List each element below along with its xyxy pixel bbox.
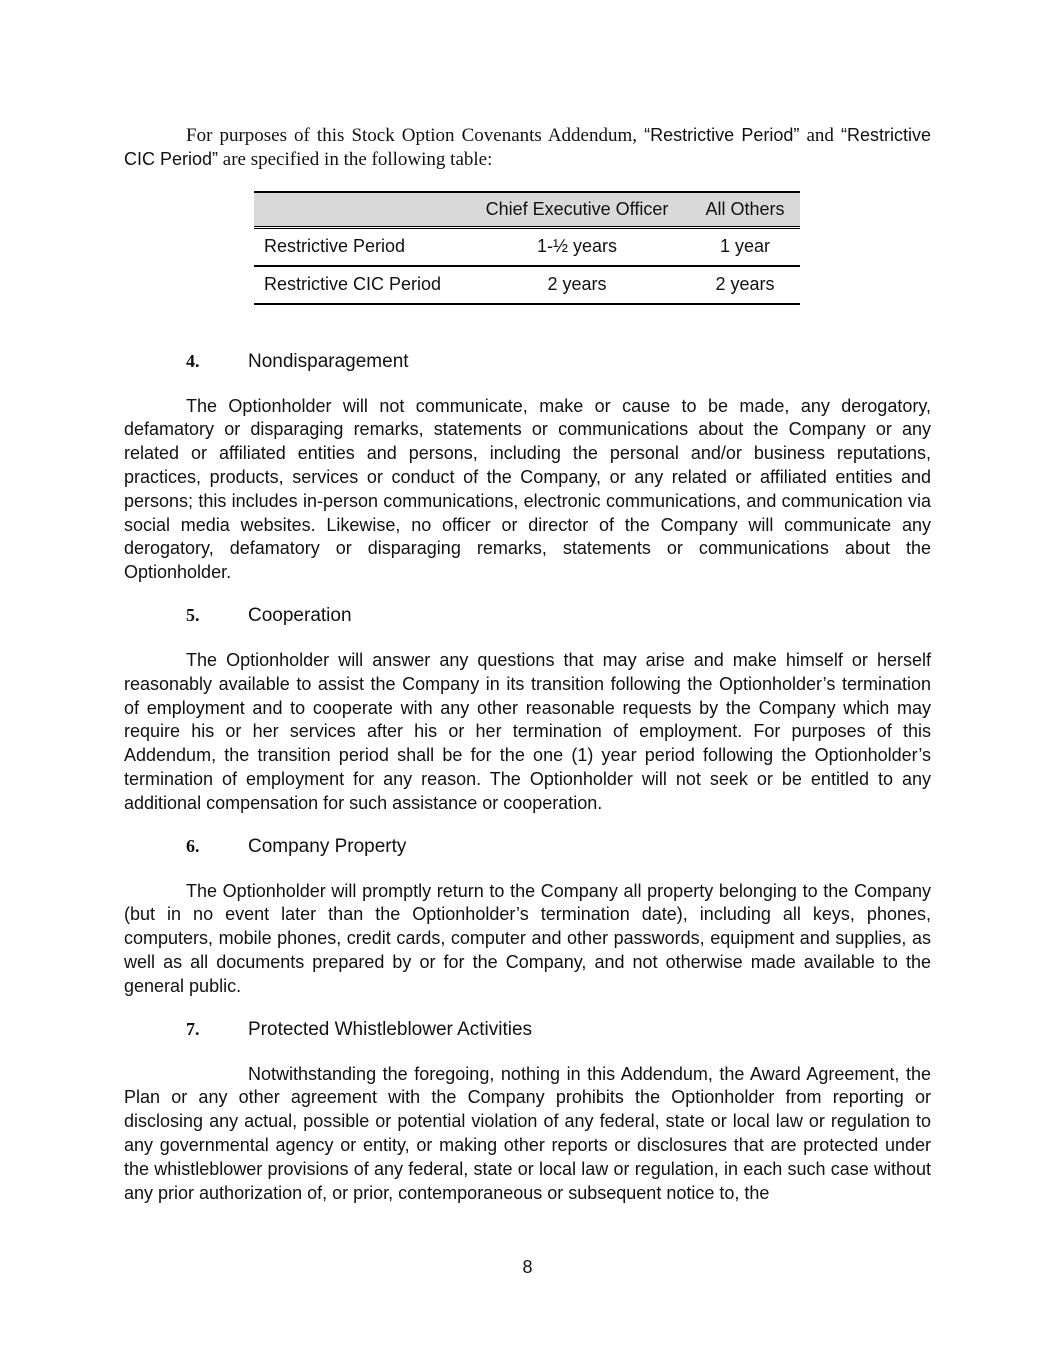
restrictive-period-table bbox=[254, 191, 800, 305]
table-row bbox=[254, 266, 800, 304]
section-title: Company Property bbox=[248, 835, 407, 857]
section-title: Protected Whistleblower Activities bbox=[248, 1018, 533, 1040]
table-cell: Restrictive CIC Period bbox=[254, 266, 464, 304]
section-heading bbox=[124, 351, 931, 375]
table-cell: 2 years bbox=[690, 266, 800, 304]
table-cell: Restrictive Period bbox=[254, 227, 464, 266]
table-cell: 1 year bbox=[690, 227, 800, 266]
section-number: 4. bbox=[186, 350, 200, 371]
table-header-row bbox=[254, 192, 800, 228]
intro-paragraph: For purposes of this Stock Option Covenants Addendum, “Restrictive Period” and “Restrictive CIC Period” are specified in the following table: bbox=[124, 125, 931, 170]
section-body: The Optionholder will not communicate, make or cause to be made, any derogatory, defamatory or disparaging remarks, statements or communications about the Company or any related or affiliated entities and persons, including the personal and/or business reputations, practices, products, services or conduct of the Company, or any related or affiliated entities and persons; this includes in-person communications, electronic communications, and communication via social media websites. Likewise, no officer or director of the Company will communicate any derogatory, defamatory or disparaging remarks, statements or communications about the Optionholder. bbox=[124, 395, 931, 583]
section-body: The Optionholder will promptly return to the Company all property belonging to the Company (but in no event later than the Optionholder’s termination date), including all keys, phones, computers, mobile phones, credit cards, computer and other passwords, equipment and supplies, as well as all documents prepared by or for the Company, and not otherwise made available to the general public. bbox=[124, 880, 931, 996]
table-cell: 2 years bbox=[464, 266, 690, 304]
section-number: 5. bbox=[186, 604, 200, 625]
table-cell: 1-½ years bbox=[464, 227, 690, 266]
section-heading bbox=[124, 836, 931, 860]
section-heading bbox=[124, 605, 931, 629]
restrictive-period-table-wrap bbox=[254, 191, 800, 305]
section-body: The Optionholder will answer any questions that may arise and make himself or herself reasonably available to assist the Company in its transition following the Optionholder’s termination of employment and to cooperate with any other reasonable requests by the Company which may require his or her services after his or her termination of employment. For purposes of this Addendum, the transition period shall be for the one (1) year period following the Optionholder’s termination of employment for any reason. The Optionholder will not seek or be entitled to any additional compensation for such assistance or cooperation. bbox=[124, 649, 931, 813]
section-title: Nondisparagement bbox=[248, 350, 409, 372]
section-body: Notwithstanding the foregoing, nothing in this Addendum, the Award Agreement, the Plan or any other agreement with the Company prohibits the Optionholder from reporting or disclosing any actual, possible or potential violation of any federal, state or local law or regulation to any governmental agency or entity, or making other reports or disclosures that are protected under the whistleblower provisions of any federal, state or local law or regulation, in each such case without any prior authorization of, or prior, contemporaneous or subsequent notice to, the bbox=[124, 1063, 931, 1203]
document-page bbox=[124, 124, 931, 1205]
table-header-cell: All Others bbox=[690, 192, 800, 228]
section-title: Cooperation bbox=[248, 604, 352, 626]
section-number: 6. bbox=[186, 835, 200, 856]
section-heading bbox=[124, 1019, 931, 1043]
table-row bbox=[254, 227, 800, 266]
section-number: 7. bbox=[186, 1018, 200, 1039]
table-header-cell bbox=[254, 192, 464, 228]
page-number: 8 bbox=[522, 1257, 533, 1277]
table-header-cell: Chief Executive Officer bbox=[464, 192, 690, 228]
